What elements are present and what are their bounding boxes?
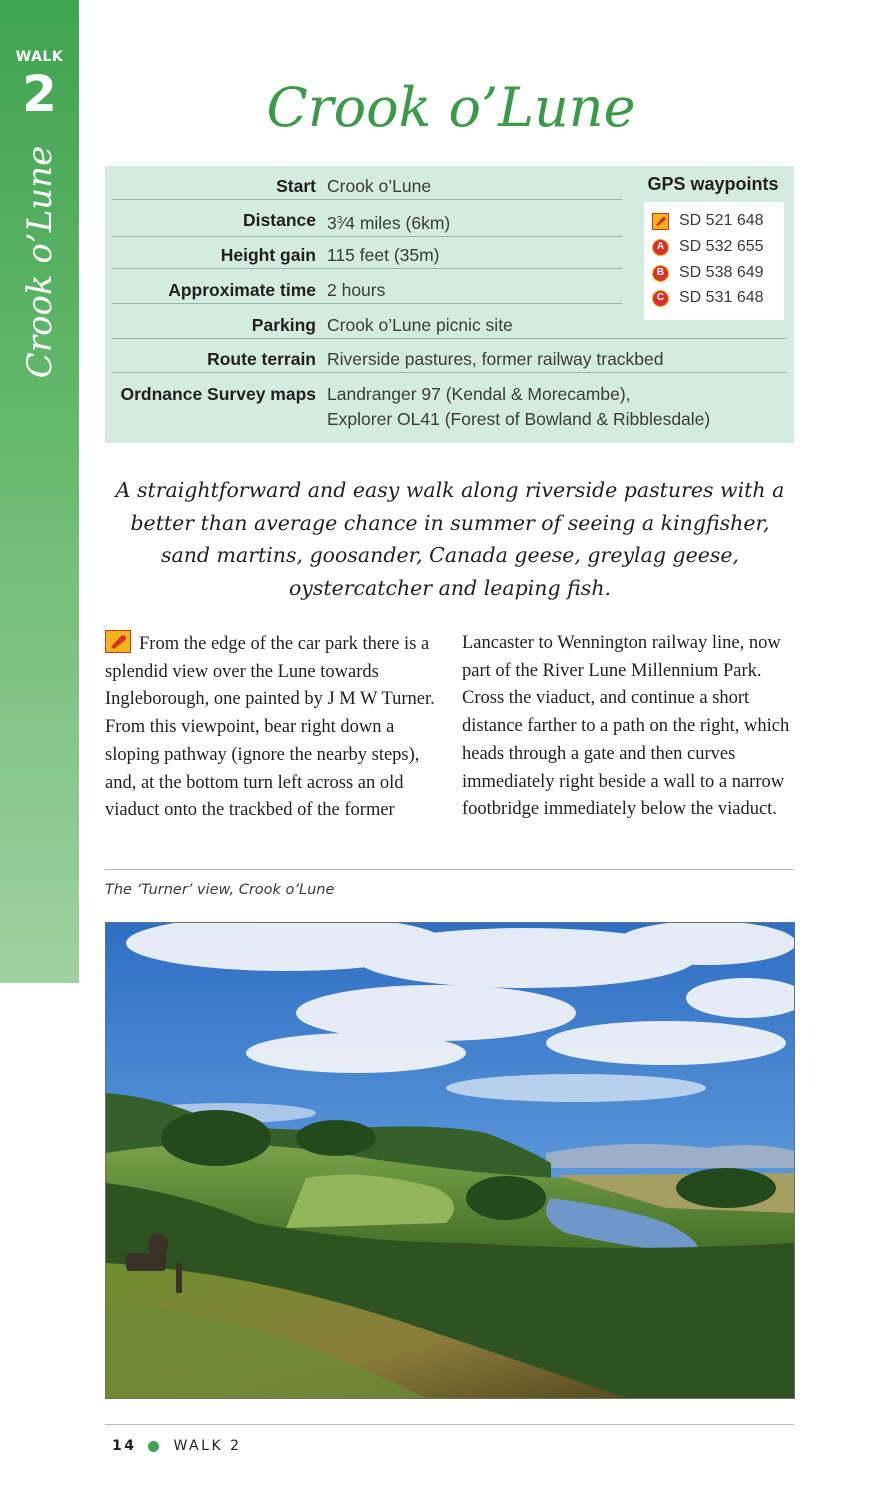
gps-waypoints-box — [635, 168, 791, 328]
maps-label: Ordnance Survey maps — [120, 384, 316, 404]
time-value: 2 hours — [327, 280, 386, 300]
distance-label: Distance — [243, 210, 316, 230]
height-gain-value: 115 feet (35m) — [327, 245, 440, 265]
start-value: Crook o’Lune — [327, 176, 432, 196]
gps-ref: SD 521 648 — [679, 212, 764, 229]
river-landscape-image — [106, 923, 794, 1398]
footer-divider — [105, 1424, 794, 1425]
body-column-1 — [105, 630, 435, 825]
start-label: Start — [276, 176, 316, 196]
vertical-walk-title: Crook o’Lune — [20, 145, 60, 379]
parking-label: Parking — [251, 315, 316, 335]
gps-ref: SD 531 648 — [679, 289, 764, 306]
landscape-photo — [105, 922, 795, 1399]
intro-paragraph: A straightforward and easy walk along riverside pastures with a better than average chance in summer of seeing a kingfisher, sand martins, goosander, Canada geese, greylag geese, oystercatcher and leaping fish. — [115, 478, 785, 600]
page-footer — [112, 1438, 241, 1454]
waypoint-a-icon: A — [652, 239, 669, 256]
gps-waypoint-c — [652, 289, 764, 307]
footer-dot-icon — [148, 1441, 159, 1452]
gps-heading: GPS waypoints — [647, 174, 779, 194]
parking-value: Crook o’Lune picnic site — [327, 315, 513, 335]
divider — [105, 869, 794, 870]
page-title: Crook o’Lune — [266, 76, 636, 139]
info-row-terrain — [112, 347, 787, 373]
gps-ref: SD 538 649 — [679, 264, 764, 281]
terrain-value: Riverside pastures, former railway trackbed — [327, 349, 664, 369]
height-gain-label: Height gain — [220, 245, 316, 265]
distance-value: $3^3⁄4$ miles (6km) — [327, 213, 451, 233]
body-column-2: Lancaster to Wennington railway line, now part of the River Lune Millennium Park. Cross the viaduct, and continue a short distance farther to a path on the right, which heads through a gate and then curves immediately right beside a wall to a narrow footbridge immediately below the viaduct. — [462, 633, 790, 820]
time-label: Approximate time — [168, 280, 316, 300]
walk-number: 2 — [22, 65, 57, 123]
gps-list — [644, 202, 784, 320]
waypoint-b-icon: B — [652, 265, 669, 282]
footer-section: WALK 2 — [173, 1438, 242, 1454]
info-row-start — [112, 174, 622, 200]
info-row-distance — [112, 208, 622, 237]
gps-waypoint-b — [652, 264, 764, 282]
info-row-height-gain — [112, 243, 622, 269]
maps-value: Landranger 97 (Kendal & Morecambe), Explorer OL41 (Forest of Bowland & Ribblesdale) — [327, 384, 711, 429]
photo-caption: The ‘Turner’ view, Crook o’Lune — [105, 882, 335, 898]
gps-waypoint-start — [652, 212, 764, 230]
start-boot-icon — [105, 630, 131, 653]
gps-waypoint-a — [652, 238, 764, 256]
page-number: 14 — [112, 1438, 137, 1454]
start-boot-icon — [652, 213, 669, 230]
walk-side-tab — [0, 0, 79, 983]
terrain-label: Route terrain — [207, 349, 316, 369]
body-text-1: From the edge of the car park there is a splendid view over the Lune towards Ingleborough, one painted by J M W Turner. From this viewpoint, bear right down a sloping pathway (ignore the nearby steps), and, at the bottom turn left across an old viaduct onto the trackbed of the former — [105, 634, 435, 821]
waypoint-c-icon: C — [652, 290, 669, 307]
info-row-time — [112, 278, 622, 304]
walk-label: WALK — [15, 49, 64, 65]
info-row-maps — [112, 382, 787, 432]
gps-ref: SD 532 655 — [679, 238, 764, 255]
